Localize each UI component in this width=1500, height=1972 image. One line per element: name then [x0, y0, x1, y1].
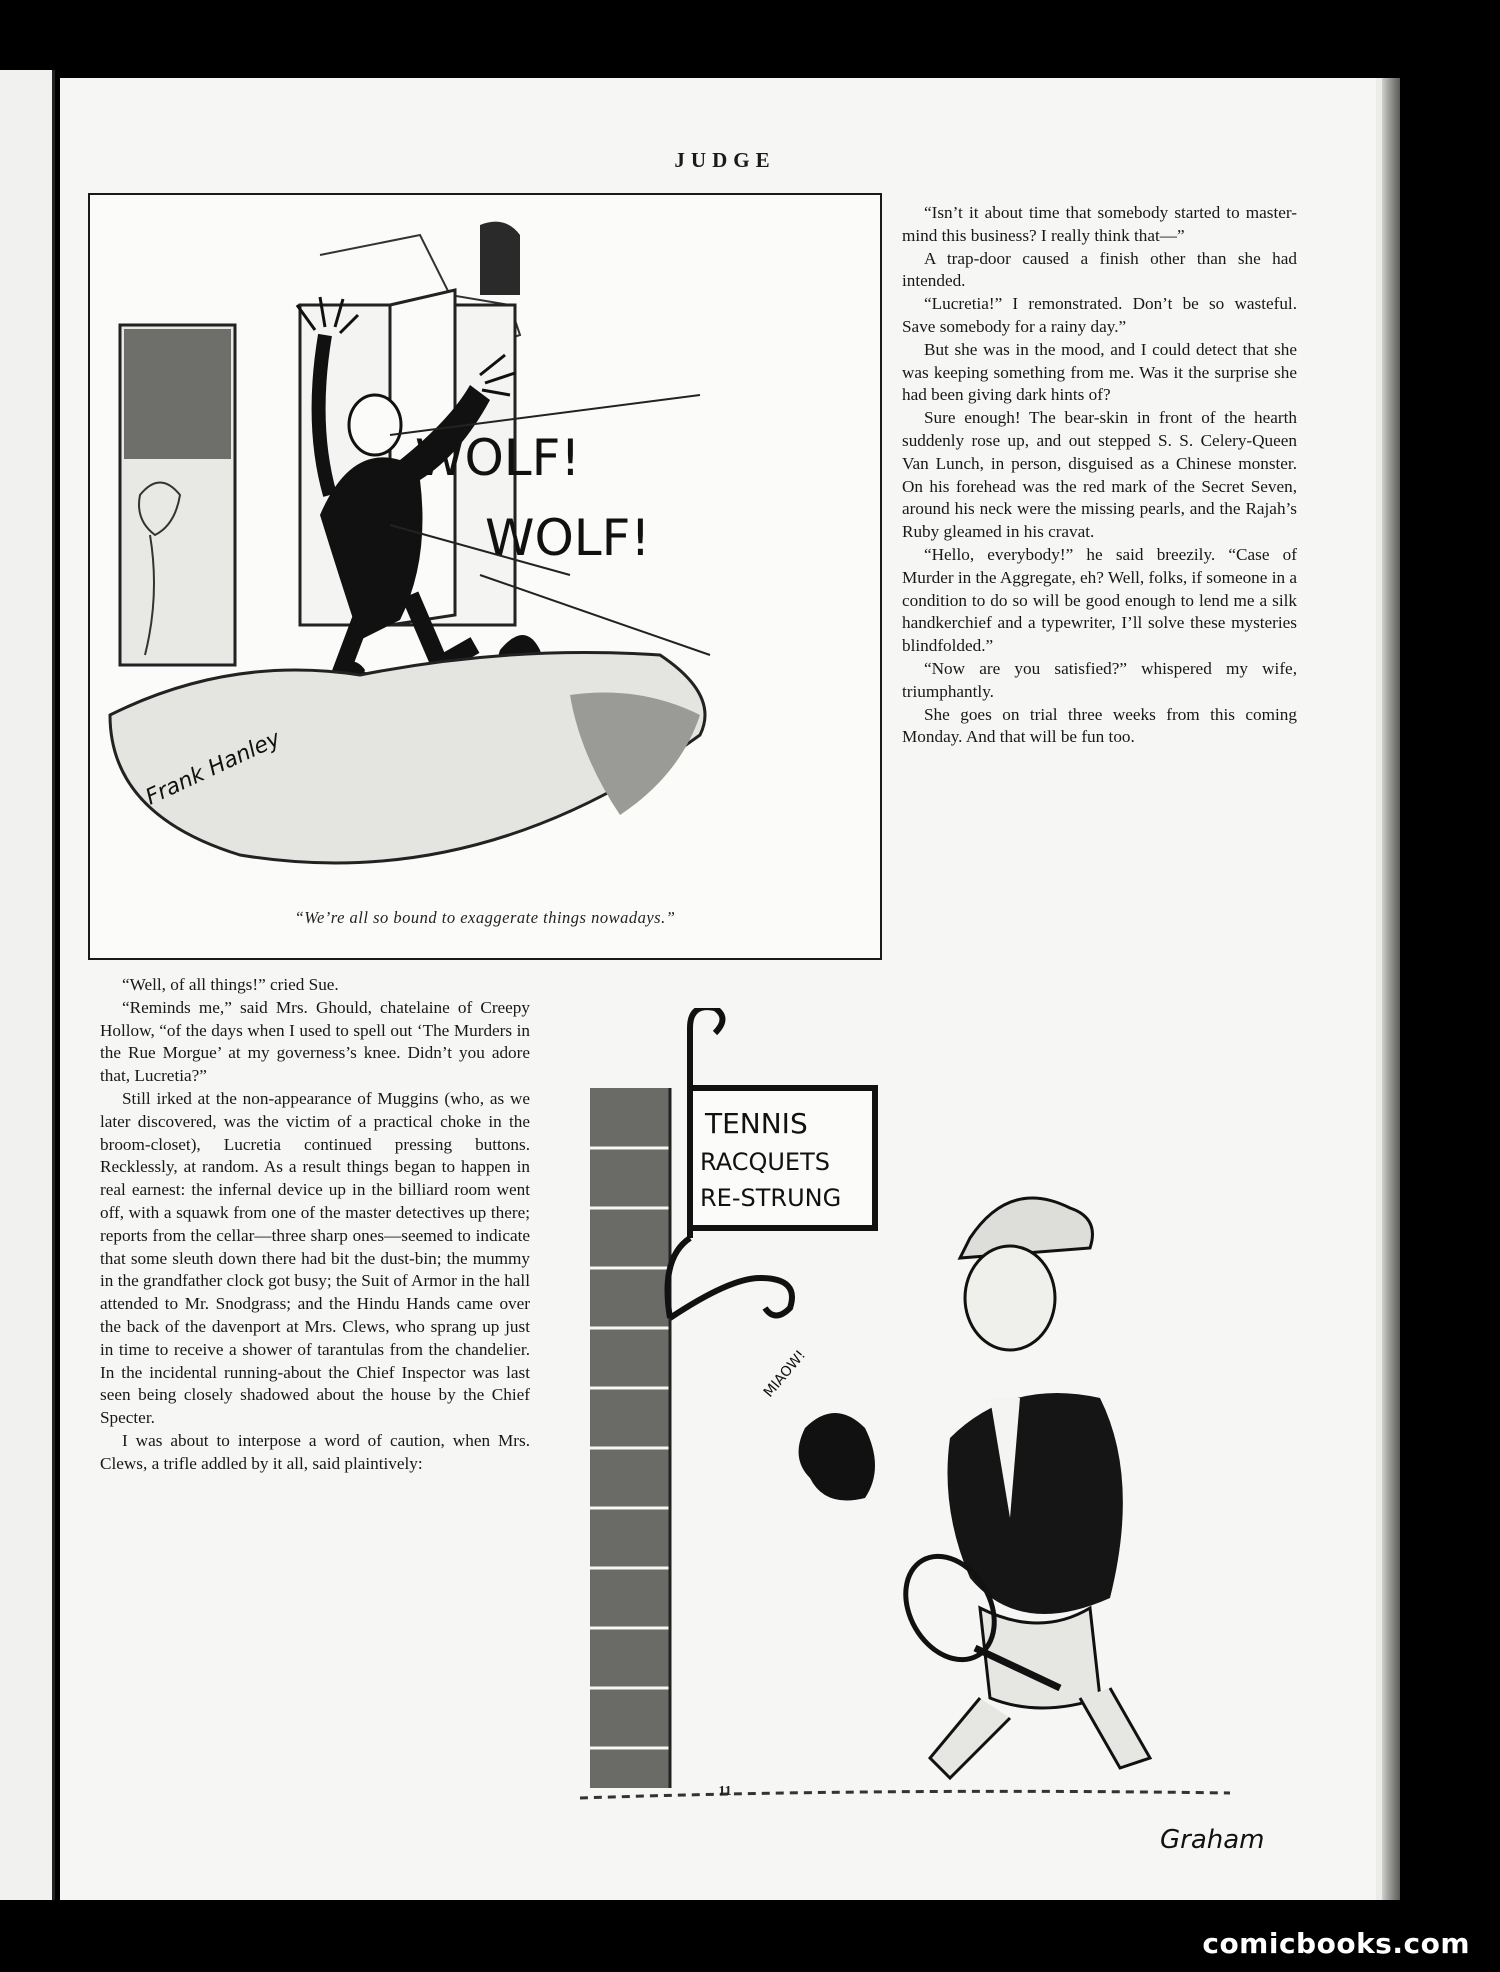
cartoon-tennis-illustration [540, 1008, 1410, 1868]
paragraph: “Well, of all things!” cried Sue. [122, 975, 339, 994]
man-jacket [948, 1393, 1123, 1614]
brick-wall [590, 1088, 670, 1788]
cartoon-caption: “We’re all so bound to exaggerate things nowadays.” [294, 908, 676, 927]
paragraph: “Now are you satisfied?” whispered my wife, triumphantly. [902, 658, 1297, 701]
sign-text-racquets: RACQUETS [700, 1148, 830, 1176]
paragraph: I was about to interpose a word of caution, when Mrs. Clews, a trifle addled by it all, said plaintively: [100, 1430, 530, 1473]
paragraph: She goes on trial three weeks from this coming Monday. And that will be fun too. [902, 704, 1297, 747]
cat-sound-text: MIAOW! [760, 1347, 810, 1401]
chimney [480, 222, 520, 295]
artist-signature-hanley: Frank Hanley [141, 726, 285, 811]
paragraph: “Hello, everybody!” he said breezily. “Case of Murder in the Aggregate, eh? Well, folks, if someone in a condition to do so will be good enough to lend me a silk handkerchief and a typewriter, I’ll solve these mysteries blindfolded.” [902, 544, 1297, 656]
article-column-left [100, 974, 530, 1476]
page-edge-shadow [1382, 78, 1400, 1900]
held-cat [799, 1413, 875, 1501]
cartoon-tennis [540, 1008, 1410, 1868]
watermark: comicbooks.com [1202, 1927, 1470, 1960]
paragraph: Still irked at the non-appearance of Muggins (who, as we later discovered, was the victim of a practical choke in the broom-closet), Lucretia continued pressing buttons. Recklessly, at random. As a result things began to happen in real earnest: the infernal device up in the billiard room went off, with a squawk from one of the master detectives up there; reports from the cellar—three sharp ones—seemed to indicate that some sleuth down there had bit the dust-bin; the mummy in the grandfather clock got busy; the Suit of Armor in the hall attended to Mr. Snodgrass; and the Hindu Hands came over the back of the davenport at Mrs. Clews, who sprang up just in time to receive a shower of tarantulas from the chandelier. In the incidental running-about the Chief Inspector was last seen being closely shadowed about the house by the Chief Specter. [100, 1088, 530, 1428]
cartoon-wolf-illustration [90, 195, 880, 958]
previous-page-edge [0, 70, 55, 1900]
article-column-right [902, 202, 1297, 749]
shout-text-1: WOLF! [415, 429, 581, 487]
man-head [349, 395, 401, 455]
paragraph: “Lucretia!” I remonstrated. Don’t be so wasteful. Save somebody for a rainy day.” [902, 294, 1297, 336]
paragraph: “Isn’t it about time that somebody started to master-mind this business? I really think that—” [902, 203, 1297, 245]
sign-text-restrung: RE-STRUNG [700, 1184, 842, 1212]
masthead: JUDGE [674, 148, 776, 172]
paragraph: “Reminds me,” said Mrs. Ghould, chatelaine of Creepy Hollow, “of the days when I used to spell out ‘The Murders in the Rue Morgue’ at my governess’s knee. Didn’t you adore that, Lucretia?” [100, 997, 530, 1086]
sign-text-tennis: TENNIS [705, 1107, 808, 1140]
cartoon-wolf [88, 193, 882, 960]
magazine-page [60, 78, 1390, 1900]
paragraph: Sure enough! The bear-skin in front of the hearth suddenly rose up, and out stepped S. S. Celery-Queen Van Lunch, in person, disguised as a Chinese monster. On his forehead was the red mark of the Secret Seven, around his neck were the missing pearls, and the Rajah’s Ruby gleamed in his cravat. [902, 408, 1297, 542]
page-number: 11 [718, 1784, 732, 1799]
man-face [965, 1246, 1055, 1350]
artist-signature-graham: Graham [1160, 1825, 1265, 1855]
paragraph: But she was in the mood, and I could detect that she was keeping something from me. Was it the surprise she had been giving dark hints of? [902, 339, 1297, 405]
shout-text-2: WOLF! [485, 509, 651, 567]
dark-curtain [124, 329, 231, 459]
paragraph: A trap-door caused a finish other than she had intended. [902, 248, 1297, 291]
